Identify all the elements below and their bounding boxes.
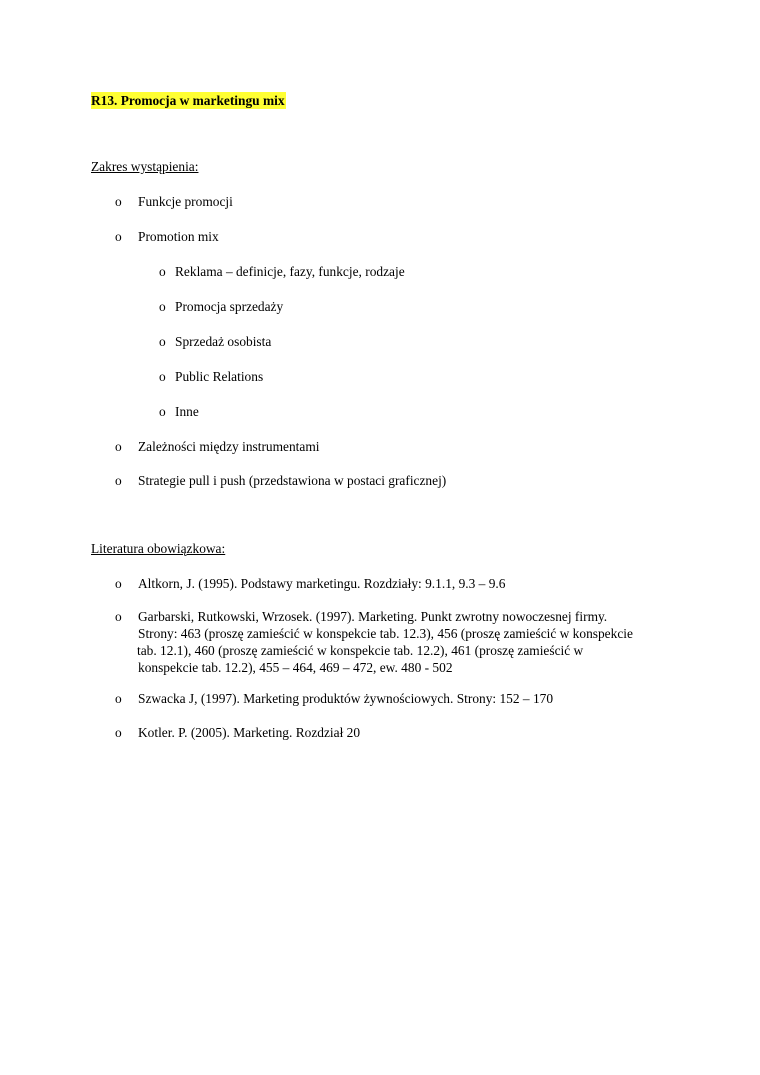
sub-list-bullet: o — [159, 369, 166, 384]
reference-line: tab. 12.1), 460 (proszę zamieścić w konspekcie tab. 12.2), 461 (proszę zamieścić w — [137, 643, 584, 658]
list-bullet: o — [115, 439, 122, 454]
sub-list-bullet: o — [159, 404, 166, 419]
reference-line: Strony: 463 (proszę zamieścić w konspekcie tab. 12.3), 456 (proszę zamieścić w konspekcie — [138, 626, 633, 641]
list-bullet: o — [115, 229, 122, 244]
reference-line: konspekcie tab. 12.2), 455 – 464, 469 – 472, ew. 480 - 502 — [138, 660, 453, 675]
sub-list-item: Reklama – definicje, fazy, funkcje, rodzaje — [175, 264, 405, 279]
sub-list-bullet: o — [159, 299, 166, 314]
reference-item — [138, 608, 678, 676]
page-title: R13. Promocja w marketingu mix — [91, 93, 285, 108]
list-bullet: o — [115, 576, 122, 591]
sub-list-item: Promocja sprzedaży — [175, 299, 284, 314]
reference-line: Garbarski, Rutkowski, Wrzosek. (1997). Marketing. Punkt zwrotny nowoczesnej firmy. — [138, 609, 608, 624]
reference-item: Kotler. P. (2005). Marketing. Rozdział 20 — [138, 725, 361, 740]
list-bullet: o — [115, 473, 122, 488]
sub-list-bullet: o — [159, 264, 166, 279]
sub-list-item: Public Relations — [175, 369, 264, 384]
list-bullet: o — [115, 691, 122, 706]
list-item: Promotion mix — [138, 229, 219, 244]
reference-item: Szwacka J, (1997). Marketing produktów żywnościowych. Strony: 152 – 170 — [138, 691, 554, 706]
sub-list-item: Sprzedaż osobista — [175, 334, 272, 349]
list-item: Strategie pull i push (przedstawiona w postaci graficznej) — [138, 473, 447, 488]
sub-list-item: Inne — [175, 404, 199, 419]
list-item: Funkcje promocji — [138, 194, 233, 209]
list-item: Zależności między instrumentami — [138, 439, 320, 454]
list-bullet: o — [115, 725, 122, 740]
section-heading-literature: Literatura obowiązkowa: — [91, 541, 226, 556]
list-bullet: o — [115, 609, 122, 624]
list-bullet: o — [115, 194, 122, 209]
reference-item: Altkorn, J. (1995). Podstawy marketingu. Rozdziały: 9.1.1, 9.3 – 9.6 — [138, 576, 506, 591]
sub-list-bullet: o — [159, 334, 166, 349]
section-heading-scope: Zakres wystąpienia: — [91, 159, 199, 174]
